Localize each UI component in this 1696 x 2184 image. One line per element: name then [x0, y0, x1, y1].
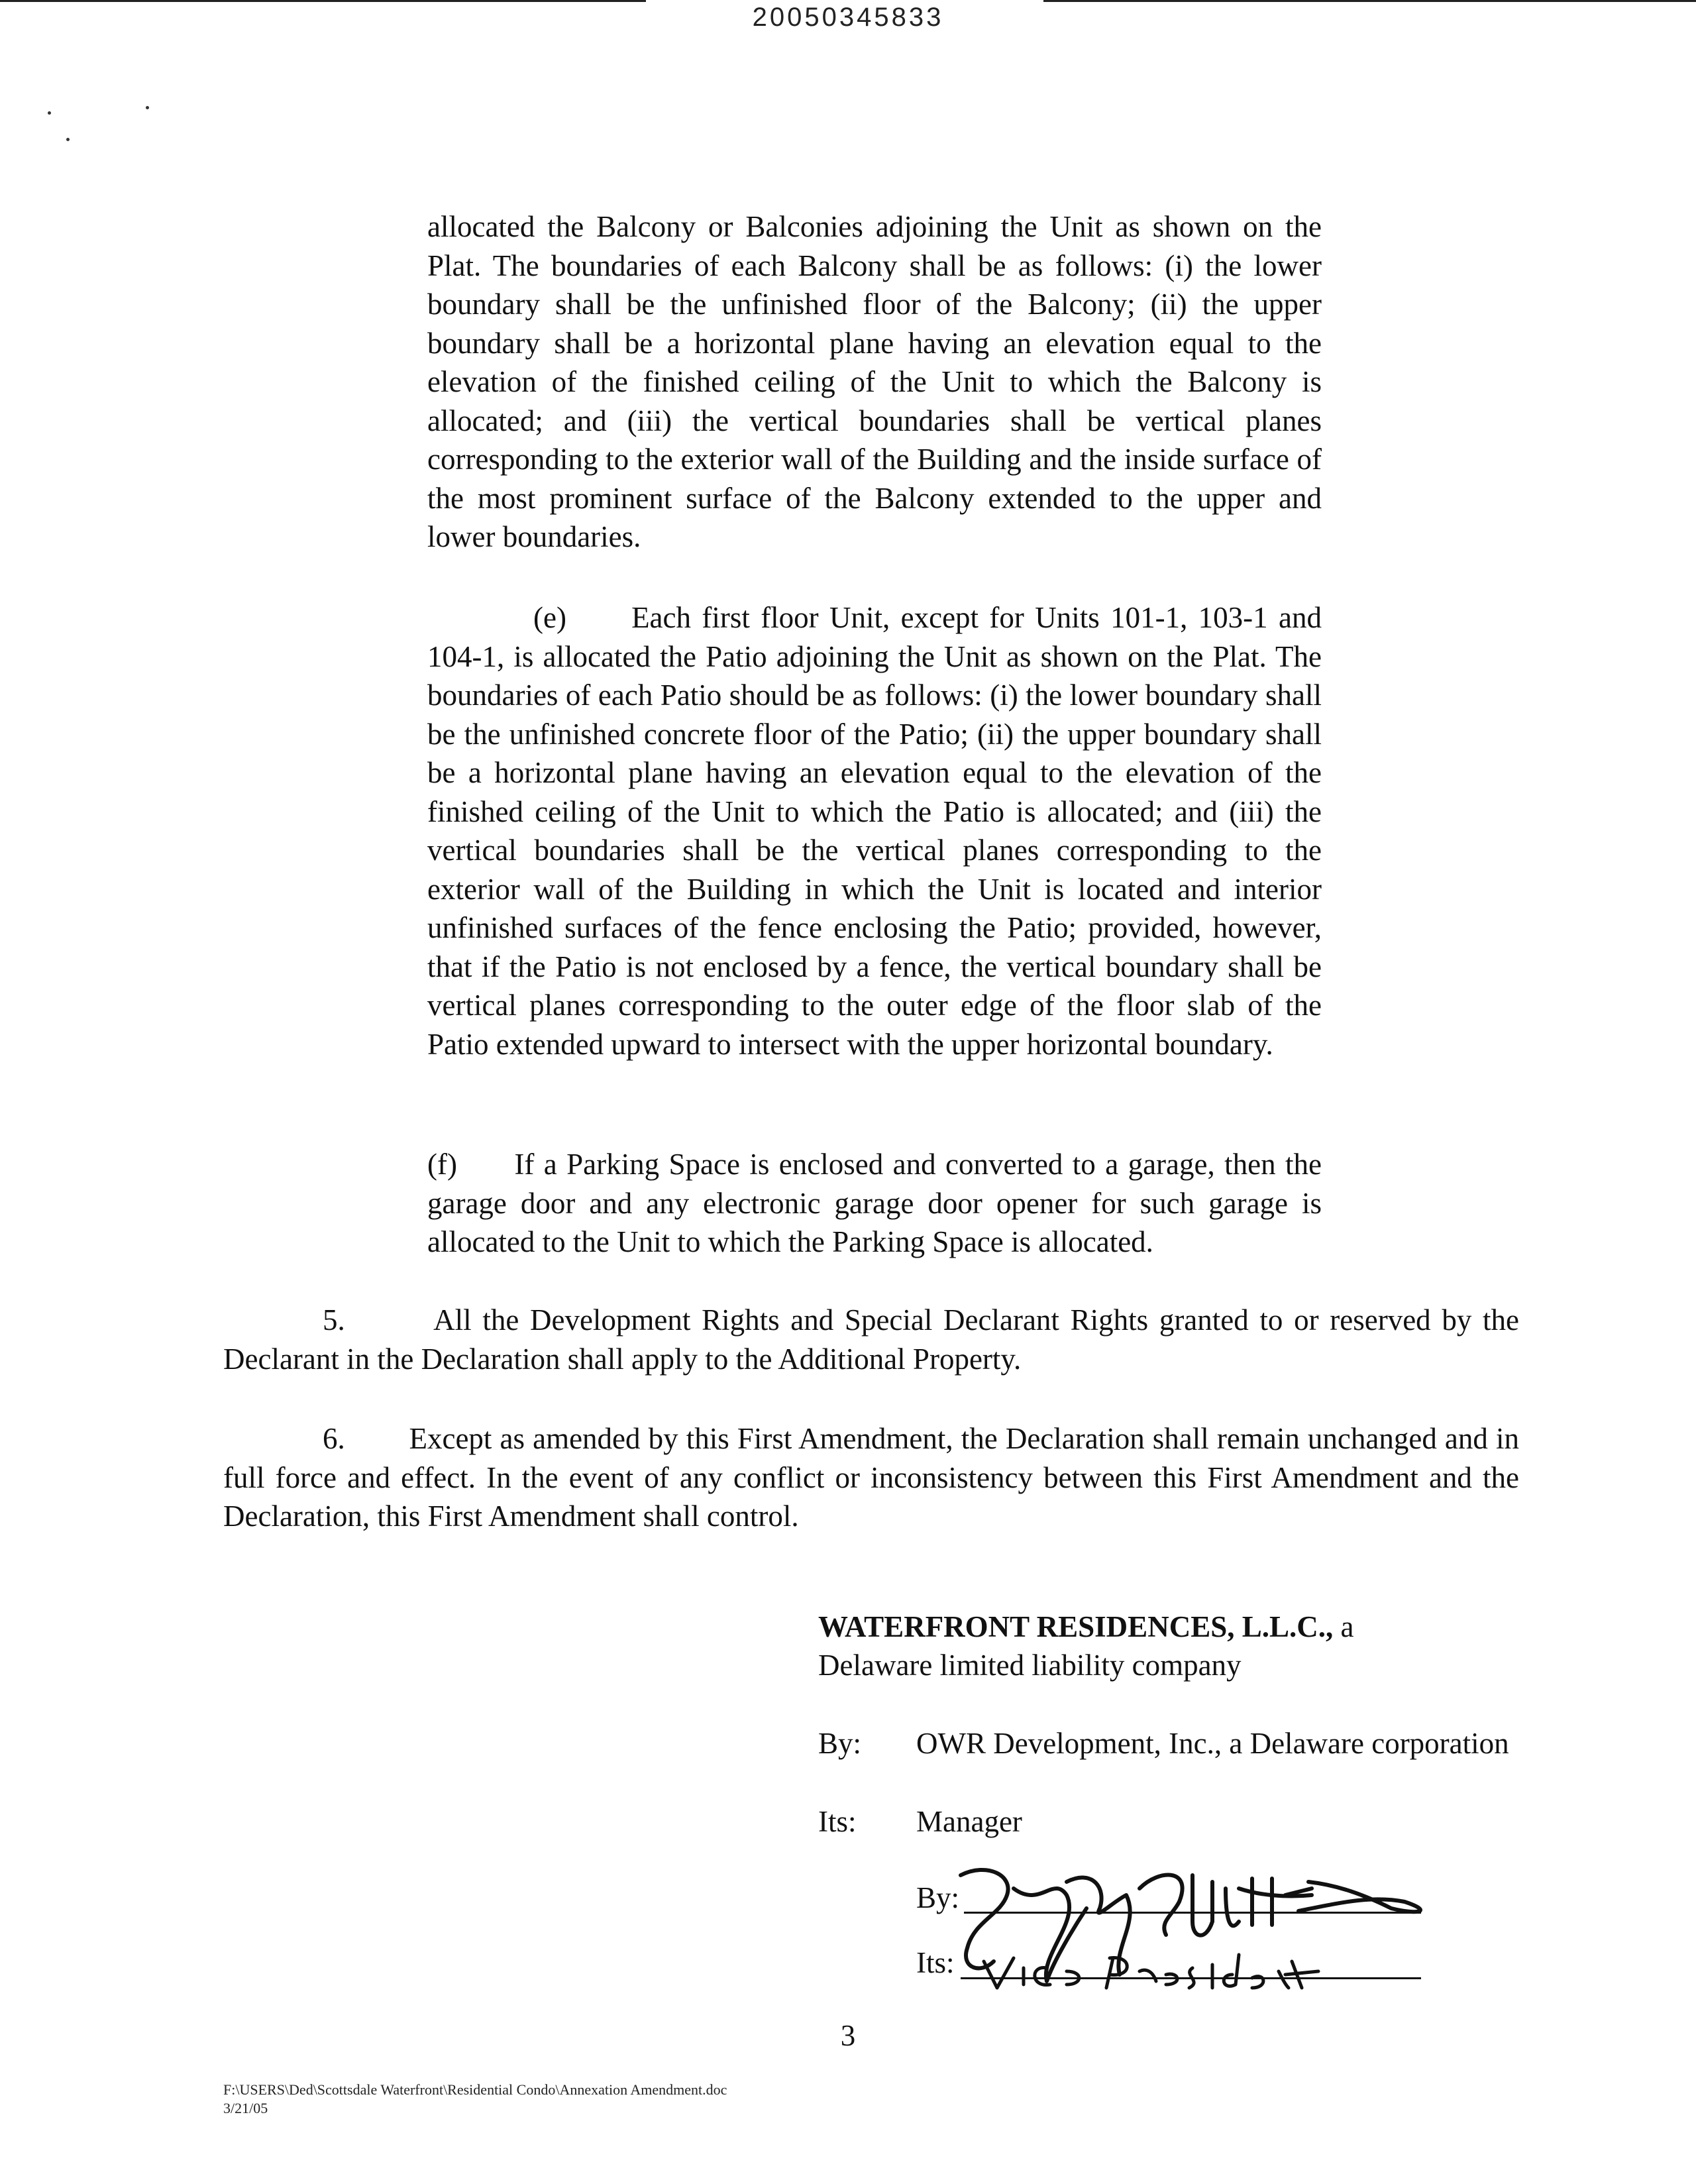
- header-rule-left: [0, 0, 646, 2]
- company-name: WATERFRONT RESIDENCES, L.L.C.,: [818, 1610, 1334, 1643]
- file-path: F:\USERS\Ded\Scottsdale Waterfront\Residential Condo\Annexation Amendment.doc: [223, 2081, 727, 2098]
- scan-speck: [146, 106, 149, 109]
- scan-speck: [66, 138, 70, 141]
- sign-its-label: Its:: [916, 1946, 955, 1979]
- handwritten-signature: [941, 1849, 1497, 2001]
- scan-speck: [48, 111, 51, 115]
- paragraph-f: (f) If a Parking Space is enclosed and converted to a garage, then the garage door and any electronic garage door opener for such garage is allocated to the Unit to which the Parking Space is allocated.: [427, 1148, 1322, 1258]
- by-value: OWR Development, Inc., a Delaware corporation: [916, 1727, 1509, 1760]
- its-value: Manager: [916, 1805, 1022, 1838]
- by-label: By:: [818, 1727, 862, 1760]
- file-date: 3/21/05: [223, 2100, 268, 2116]
- page-number: 3: [840, 2019, 856, 2052]
- paragraph-6: 6. Except as amended by this First Amendment, the Declaration shall remain unchanged and in full force and effect. In the event of any conflict or inconsistency between this First Amendment and the Declaration, this First Amendment shall control.: [223, 1422, 1519, 1533]
- paragraph-5: 5. All the Development Rights and Special Declarant Rights granted to or reserved by the Declarant in the Declaration shall apply to the Additional Property.: [223, 1303, 1519, 1376]
- sign-by-label: By:: [916, 1881, 960, 1914]
- paragraph-e: (e) Each first floor Unit, except for Units 101-1, 103-1 and 104-1, is allocated the Patio adjoining the Unit as shown on the Plat. The boundaries of each Patio should be as follows: (i) the lower boundary shall be the unfinished concrete floor of the Patio; (ii) the upper boundary shall be a horizontal plane having an elevation equal to the elevation of the finished ceiling of the Unit to which the Patio is allocated; and (iii) the vertical boundaries shall be the vertical planes corresponding to the exterior wall of the Building in which the Unit is located and interior unfinished surfaces of the fence enclosing the Patio; provided, however, that if the Patio is not enclosed by a fence, the vertical boundary shall be vertical planes corresponding to the outer edge of the floor slab of the Patio extended upward to intersect with the upper horizontal boundary.: [427, 601, 1322, 1061]
- company-name-suffix: a: [1333, 1610, 1354, 1643]
- paragraph-d-continued: allocated the Balcony or Balconies adjoining the Unit as shown on the Plat. The boundaries of each Balcony shall be as follows: (i) the lower boundary shall be the unfinished floor of the Balcony; (ii) the upper boundary shall be a horizontal plane having an elevation equal to the elevation of the finished ceiling of the Unit to which the Balcony is allocated; and (iii) the vertical boundaries shall be vertical planes corresponding to the exterior wall of the Building and the inside surface of the most prominent surface of the Balcony extended to the upper and lower boundaries.: [427, 210, 1322, 553]
- company-type: Delaware limited liability company: [818, 1649, 1242, 1682]
- header-rule-right: [1043, 0, 1696, 2]
- signature-company: [818, 1608, 1514, 1684]
- document-number: 20050345833: [752, 3, 944, 32]
- its-label: Its:: [818, 1805, 857, 1838]
